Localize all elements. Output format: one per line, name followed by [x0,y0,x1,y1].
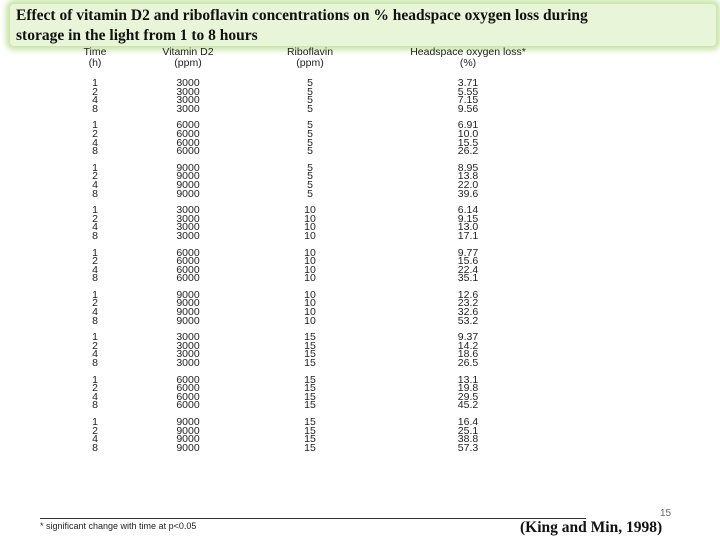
header-unit: (ppm) [174,56,202,69]
cell-riboflavin: 5 [307,102,313,115]
cell-oxygen-loss: 26.5 [457,357,479,370]
header-riboflavin [265,47,355,68]
cell-oxygen-loss: 23.2 [457,297,479,310]
cell-oxygen-loss: 15.6 [457,255,479,268]
cell-oxygen-loss: 14.2 [457,339,479,352]
cell-oxygen-loss: 17.1 [457,229,479,242]
cell-time: 8 [92,272,98,285]
cell-vitamin-d2: 6000 [176,246,200,259]
cell-time: 4 [92,390,98,403]
cell-time: 8 [92,399,98,412]
cell-vitamin-d2: 3000 [176,339,200,352]
table-row [60,288,600,301]
table-row [60,299,600,308]
table-row [60,308,600,317]
cell-oxygen-loss: 3.71 [457,77,479,89]
table-row [60,178,600,191]
cell-riboflavin: 10 [304,297,316,310]
row-group [60,373,600,412]
cell-oxygen-loss: 35.1 [457,272,479,285]
cell-time: 8 [92,229,98,242]
table-row [60,102,600,115]
cell-vitamin-d2: 9000 [176,170,200,183]
cell-vitamin-d2: 3000 [176,331,200,344]
cell-riboflavin: 15 [304,433,316,446]
table-row [60,187,600,200]
cell-vitamin-d2: 9000 [176,306,200,319]
table-row [60,257,600,266]
cell-time: 2 [92,424,98,437]
cell-time: 2 [92,170,98,183]
cell-vitamin-d2: 3000 [176,212,200,225]
cell-riboflavin: 15 [304,339,316,352]
table-row [60,212,600,225]
header-label: Riboflavin [286,46,334,58]
cell-time: 2 [92,382,98,395]
cell-vitamin-d2: 9000 [176,441,200,454]
table-row [60,229,600,242]
cell-vitamin-d2: 6000 [176,119,200,132]
cell-oxygen-loss: 22.4 [457,263,479,276]
cell-time: 8 [92,187,98,200]
row-group [60,331,600,370]
cell-vitamin-d2: 3000 [176,94,200,107]
page-number: 15 [660,508,672,519]
slide-title [16,6,706,46]
table-row [60,384,600,393]
slide-title-line-1: Effect of vitamin D2 and riboflavin concentrations on % headspace oxygen loss during [16,7,588,24]
cell-vitamin-d2: 3000 [176,77,200,89]
cell-time: 8 [92,314,98,327]
cell-oxygen-loss: 9.56 [457,102,479,115]
cell-riboflavin: 10 [304,314,316,327]
table-row [60,333,600,342]
cell-oxygen-loss: 26.2 [457,145,479,158]
cell-vitamin-d2: 6000 [176,136,200,149]
cell-riboflavin: 5 [307,170,313,183]
cell-time: 4 [92,136,98,149]
cell-oxygen-loss: 13.8 [457,170,479,183]
cell-oxygen-loss: 32.6 [457,306,479,319]
cell-time: 8 [92,102,98,115]
cell-riboflavin: 5 [307,136,313,149]
cell-riboflavin: 5 [307,161,313,174]
cell-oxygen-loss: 13.0 [457,221,479,234]
cell-riboflavin: 10 [304,246,316,259]
cell-vitamin-d2: 6000 [176,373,200,386]
table-row [60,274,600,283]
table-row [60,206,600,215]
cell-time: 1 [92,288,98,301]
cell-riboflavin: 15 [304,399,316,412]
cell-oxygen-loss: 13.1 [457,373,479,386]
cell-riboflavin: 10 [304,263,316,276]
cell-oxygen-loss: 18.6 [457,348,479,361]
cell-vitamin-d2: 6000 [176,255,200,268]
cell-oxygen-loss: 6.91 [457,119,479,132]
cell-oxygen-loss: 53.2 [457,314,479,327]
cell-riboflavin: 15 [304,348,316,361]
cell-riboflavin: 10 [304,221,316,234]
cell-vitamin-d2: 3000 [176,85,200,98]
cell-time: 1 [92,204,98,217]
cell-oxygen-loss: 5.55 [457,85,479,98]
cell-riboflavin: 5 [307,178,313,191]
row-group [60,246,600,285]
cell-time: 4 [92,178,98,191]
header-label: Headspace oxygen loss* [410,46,526,58]
cell-time: 1 [92,246,98,259]
cell-riboflavin: 10 [304,229,316,242]
cell-vitamin-d2: 3000 [176,102,200,115]
table-row [60,314,600,327]
cell-vitamin-d2: 3000 [176,348,200,361]
cell-time: 2 [92,85,98,98]
cell-time: 1 [92,373,98,386]
cell-oxygen-loss: 9.15 [457,212,479,225]
cell-time: 2 [92,127,98,140]
cell-time: 4 [92,221,98,234]
cell-time: 1 [92,119,98,132]
cell-oxygen-loss: 8.95 [457,161,479,174]
table-row [60,401,600,410]
cell-vitamin-d2: 3000 [176,221,200,234]
cell-oxygen-loss: 25.1 [457,424,479,437]
cell-vitamin-d2: 6000 [176,399,200,412]
cell-time: 4 [92,306,98,319]
cell-riboflavin: 15 [304,331,316,344]
table-row [60,147,600,156]
cell-vitamin-d2: 9000 [176,297,200,310]
cell-vitamin-d2: 6000 [176,127,200,140]
cell-vitamin-d2: 9000 [176,178,200,191]
cell-riboflavin: 5 [307,127,313,140]
cell-riboflavin: 5 [307,94,313,107]
table-body [60,79,600,452]
cell-oxygen-loss: 19.8 [457,382,479,395]
cell-time: 4 [92,94,98,107]
table-row [60,136,600,149]
cell-time: 1 [92,161,98,174]
cell-vitamin-d2: 9000 [176,433,200,446]
footnote: * significant change with time at p<0.05 [40,521,197,531]
slide-title-line-2: storage in the light from 1 to 8 hours [16,27,258,44]
header-unit: (%) [459,56,477,69]
cell-vitamin-d2: 9000 [176,314,200,327]
table-row [60,441,600,454]
header-time [60,47,130,68]
header-headspace-oxygen-loss [378,47,558,68]
table-row [60,418,600,427]
cell-time: 4 [92,263,98,276]
table-row [60,85,600,98]
footnote-divider [40,518,586,519]
cell-time: 2 [92,212,98,225]
cell-time: 2 [92,255,98,268]
cell-time: 2 [92,297,98,310]
cell-oxygen-loss: 9.37 [457,331,479,344]
header-vitamin-d2 [133,47,243,68]
table-row [60,172,600,181]
cell-time: 8 [92,441,98,454]
cell-riboflavin: 10 [304,212,316,225]
cell-oxygen-loss: 45.2 [457,399,479,412]
cell-time: 4 [92,348,98,361]
table-row [60,435,600,444]
cell-oxygen-loss: 15.5 [457,136,479,149]
row-group [60,288,600,327]
cell-time: 8 [92,357,98,370]
citation: (King and Min, 1998) [520,519,663,536]
cell-riboflavin: 5 [307,145,313,158]
table-row [60,359,600,368]
cell-riboflavin: 15 [304,382,316,395]
cell-vitamin-d2: 9000 [176,161,200,174]
cell-vitamin-d2: 9000 [176,424,200,437]
cell-oxygen-loss: 29.5 [457,390,479,403]
cell-oxygen-loss: 7.15 [457,94,479,107]
cell-time: 1 [92,331,98,344]
cell-riboflavin: 5 [307,77,313,89]
header-label: Time [83,46,107,58]
cell-vitamin-d2: 9000 [176,288,200,301]
table-row [60,424,600,437]
cell-time: 8 [92,145,98,158]
cell-riboflavin: 5 [307,187,313,200]
cell-vitamin-d2: 6000 [176,390,200,403]
table-row [60,96,600,105]
row-group [60,161,600,200]
header-unit: (h) [88,56,102,69]
table-row [60,127,600,140]
table-row [60,339,600,352]
cell-riboflavin: 10 [304,204,316,217]
table-row [60,373,600,386]
header-label: Vitamin D2 [162,46,214,58]
cell-oxygen-loss: 38.8 [457,433,479,446]
cell-vitamin-d2: 3000 [176,357,200,370]
table-row [60,390,600,403]
cell-riboflavin: 5 [307,119,313,132]
cell-oxygen-loss: 6.14 [457,204,479,217]
cell-vitamin-d2: 6000 [176,382,200,395]
table-row [60,79,600,88]
cell-time: 1 [92,416,98,428]
cell-riboflavin: 15 [304,357,316,370]
row-group [60,418,600,452]
cell-riboflavin: 10 [304,255,316,268]
table-header [60,47,600,71]
cell-vitamin-d2: 9000 [176,416,200,428]
cell-riboflavin: 10 [304,272,316,285]
cell-riboflavin: 5 [307,85,313,98]
cell-vitamin-d2: 6000 [176,263,200,276]
cell-oxygen-loss: 39.6 [457,187,479,200]
cell-oxygen-loss: 22.0 [457,178,479,191]
row-group [60,79,600,113]
data-table [60,47,600,452]
row-group [60,206,600,240]
cell-time: 2 [92,339,98,352]
cell-vitamin-d2: 3000 [176,229,200,242]
table-row [60,223,600,232]
table-row [60,161,600,174]
cell-riboflavin: 15 [304,424,316,437]
cell-oxygen-loss: 10.0 [457,127,479,140]
cell-riboflavin: 15 [304,373,316,386]
cell-oxygen-loss: 12.6 [457,288,479,301]
cell-riboflavin: 15 [304,441,316,454]
cell-riboflavin: 15 [304,416,316,428]
cell-oxygen-loss: 9.77 [457,246,479,259]
cell-riboflavin: 10 [304,306,316,319]
cell-vitamin-d2: 9000 [176,187,200,200]
cell-time: 1 [92,77,98,89]
cell-vitamin-d2: 6000 [176,272,200,285]
header-unit: (ppm) [296,56,324,69]
table-row [60,263,600,276]
table-row [60,121,600,130]
cell-vitamin-d2: 6000 [176,145,200,158]
cell-oxygen-loss: 16.4 [457,416,479,428]
cell-time: 4 [92,433,98,446]
cell-riboflavin: 15 [304,390,316,403]
cell-vitamin-d2: 3000 [176,204,200,217]
table-row [60,246,600,259]
cell-oxygen-loss: 57.3 [457,441,479,454]
table-row [60,350,600,359]
cell-riboflavin: 10 [304,288,316,301]
row-group [60,119,600,158]
